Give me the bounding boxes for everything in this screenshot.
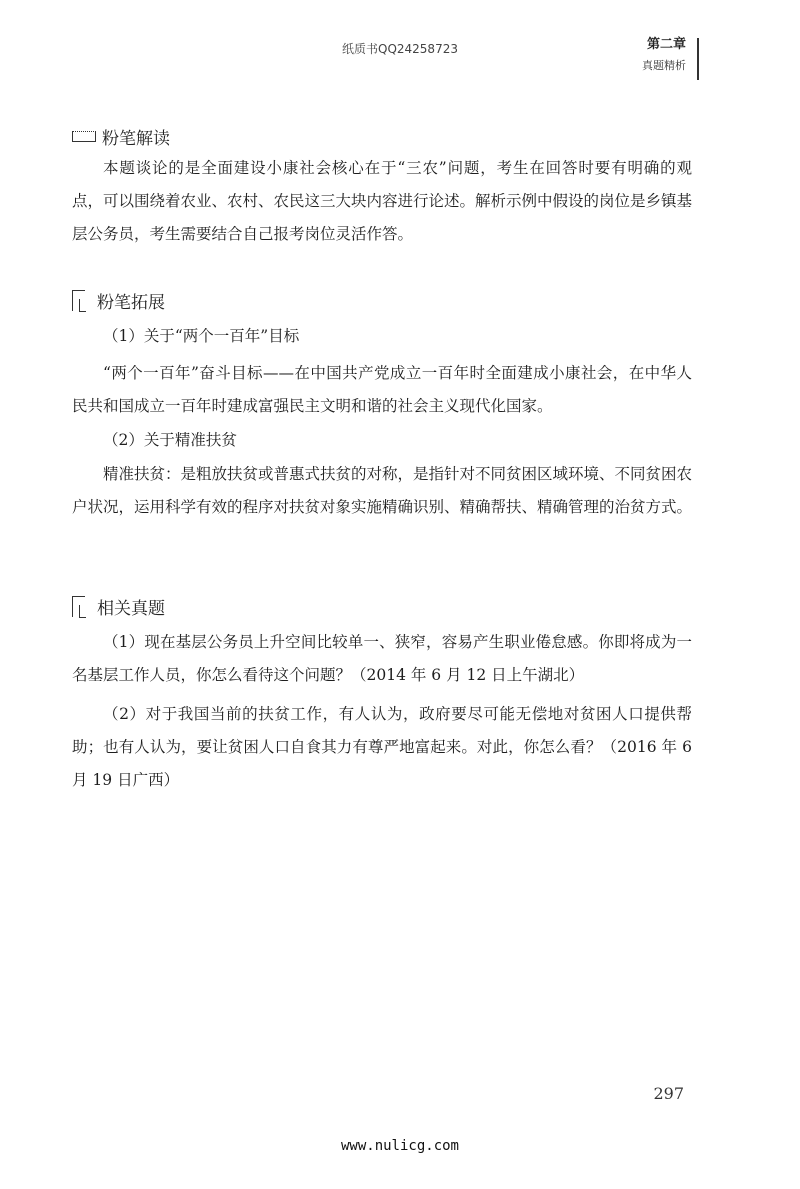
reading-paragraph: 本题谈论的是全面建设小康社会核心在于“三农”问题，考生在回答时要有明确的观点，可以围绕着农业、农村、农民这三大块内容进行论述。解析示例中假设的岗位是乡镇基层公务员，考生需要结合自己报考岗位灵活作答。 [72, 159, 693, 243]
extension-item2-text: 精准扶贫：是粗放扶贫或普惠式扶贫的对称，是指针对不同贫困区域环境、不同贫困农户状况，运用科学有效的程序对扶贫对象实施精确识别、精确帮扶、精确管理的治贫方式。 [72, 465, 693, 516]
footer-url: www.nulicg.com [340, 1138, 459, 1154]
section-title-extension [72, 288, 165, 313]
chapter-subtitle: 真题精析 [642, 59, 686, 72]
notebook-icon [72, 131, 96, 142]
extension-item2-heading: （2）关于精准扶贫 [103, 431, 237, 449]
page-number: 297 [653, 1084, 684, 1103]
extension-item1-text: “两个一百年”奋斗目标——在中国共产党成立一百年时全面建成小康社会，在中华人民共和国成立一百年时建成富强民主文明和谐的社会主义现代化国家。 [72, 364, 692, 415]
extension-item1-heading: （1）关于“两个一百年”目标 [103, 327, 300, 345]
related-question-2: （2）对于我国当前的扶贫工作，有人认为，政府要尽可能无偿地对贫困人口提供帮助；也有人认为，要让贫困人口自食其力有尊严地富起来。对此，你怎么看？（2016 年 6 月 19 日广西） [72, 705, 692, 789]
section-title-reading [72, 124, 170, 149]
section-title-reading-label: 粉笔解读 [102, 129, 170, 149]
related-question-1: （1）现在基层公务员上升空间比较单一、狭窄，容易产生职业倦怠感。你即将成为一名基层工作人员，你怎么看待这个问题？（2014 年 6 月 12 日上午湖北） [72, 633, 692, 684]
expand-bracket-icon [72, 596, 85, 617]
expand-bracket-icon [72, 290, 85, 311]
chapter-header [620, 36, 686, 74]
section-title-related-label: 相关真题 [97, 599, 165, 619]
header-divider [697, 38, 699, 80]
header-watermark-text: 纸质书QQ24258723 [342, 42, 458, 56]
chapter-title: 第二章 [646, 37, 686, 52]
section-title-related [72, 594, 165, 619]
section-title-extension-label: 粉笔拓展 [97, 293, 165, 313]
